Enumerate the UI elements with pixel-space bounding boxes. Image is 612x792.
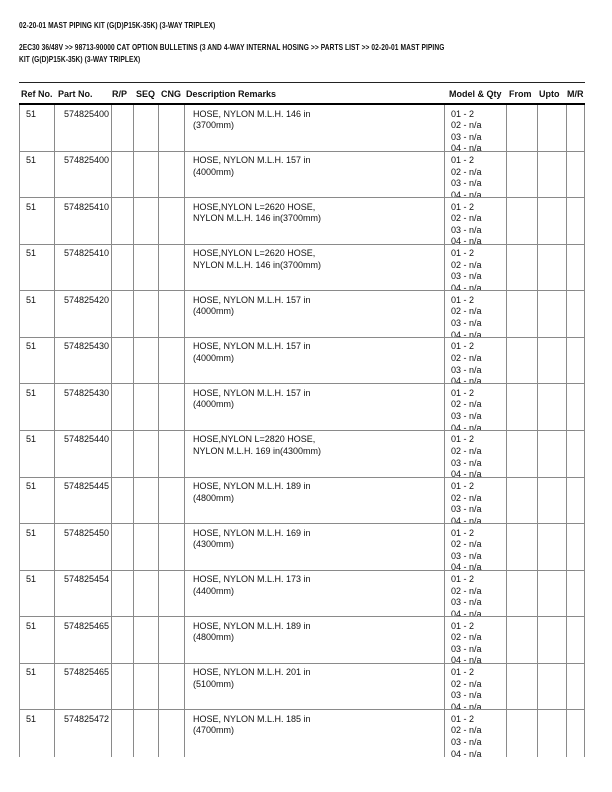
seq-cell — [134, 710, 159, 757]
rp-cell — [112, 198, 134, 244]
upto-cell — [538, 478, 567, 524]
description-cell: HOSE, NYLON M.L.H. 157 in (4000mm) — [185, 152, 445, 198]
upto-cell — [538, 198, 567, 244]
cng-cell — [159, 664, 185, 710]
part-no-cell: 574825440 — [55, 431, 112, 477]
upto-cell — [538, 245, 567, 291]
rp-cell — [112, 152, 134, 198]
table-row — [19, 431, 585, 478]
mr-cell — [567, 478, 585, 524]
col-header-upto: Upto — [539, 89, 560, 99]
rp-cell — [112, 478, 134, 524]
table-body — [19, 105, 585, 757]
model-qty-cell: 01 - 2 02 - n/a 03 - n/a 04 - n/a — [445, 245, 507, 291]
model-qty-cell: 01 - 2 02 - n/a 03 - n/a 04 - n/a — [445, 478, 507, 524]
model-qty-cell: 01 - 2 02 - n/a 03 - n/a 04 - n/a — [445, 524, 507, 570]
rp-cell — [112, 338, 134, 384]
ref-no-cell: 51 — [20, 478, 55, 524]
description-cell: HOSE, NYLON M.L.H. 185 in (4700mm) — [185, 710, 445, 757]
ref-no-cell: 51 — [20, 198, 55, 244]
part-no-cell: 574825400 — [55, 152, 112, 198]
from-cell — [507, 152, 538, 198]
upto-cell — [538, 664, 567, 710]
part-no-cell: 574825420 — [55, 291, 112, 337]
upto-cell — [538, 431, 567, 477]
upto-cell — [538, 710, 567, 757]
table-row — [19, 198, 585, 245]
part-no-cell: 574825400 — [55, 105, 112, 151]
description-cell: HOSE, NYLON M.L.H. 157 in (4000mm) — [185, 338, 445, 384]
description-cell: HOSE, NYLON M.L.H. 201 in (5100mm) — [185, 664, 445, 710]
seq-cell — [134, 291, 159, 337]
mr-cell — [567, 245, 585, 291]
upto-cell — [538, 105, 567, 151]
seq-cell — [134, 245, 159, 291]
part-no-cell: 574825465 — [55, 617, 112, 663]
cng-cell — [159, 617, 185, 663]
ref-no-cell: 51 — [20, 664, 55, 710]
ref-no-cell: 51 — [20, 710, 55, 757]
ref-no-cell: 51 — [20, 245, 55, 291]
ref-no-cell: 51 — [20, 291, 55, 337]
table-row — [19, 291, 585, 338]
model-qty-cell: 01 - 2 02 - n/a 03 - n/a 04 - n/a — [445, 291, 507, 337]
ref-no-cell: 51 — [20, 524, 55, 570]
mr-cell — [567, 384, 585, 430]
description-cell: HOSE, NYLON M.L.H. 146 in (3700mm) — [185, 105, 445, 151]
upto-cell — [538, 524, 567, 570]
seq-cell — [134, 431, 159, 477]
cng-cell — [159, 198, 185, 244]
parts-table — [19, 82, 585, 757]
cng-cell — [159, 710, 185, 757]
table-row — [19, 245, 585, 292]
from-cell — [507, 524, 538, 570]
mr-cell — [567, 291, 585, 337]
seq-cell — [134, 338, 159, 384]
col-header-description: Description Remarks — [186, 89, 277, 99]
breadcrumb-line-1: 2EC30 36/48V >> 98713-90000 CAT OPTION BULLETINS (3 AND 4-WAY INTERNAL HOSING >> PARTS LIST >> 02-20-01 MAST PIPING — [19, 42, 445, 52]
cng-cell — [159, 152, 185, 198]
description-cell: HOSE, NYLON M.L.H. 189 in (4800mm) — [185, 617, 445, 663]
seq-cell — [134, 664, 159, 710]
from-cell — [507, 431, 538, 477]
part-no-cell: 574825410 — [55, 198, 112, 244]
seq-cell — [134, 152, 159, 198]
table-header-row — [19, 82, 585, 105]
model-qty-cell: 01 - 2 02 - n/a 03 - n/a 04 - n/a — [445, 338, 507, 384]
from-cell — [507, 571, 538, 617]
table-row — [19, 664, 585, 711]
cng-cell — [159, 338, 185, 384]
table-row — [19, 478, 585, 525]
mr-cell — [567, 152, 585, 198]
rp-cell — [112, 617, 134, 663]
cng-cell — [159, 431, 185, 477]
cng-cell — [159, 524, 185, 570]
mr-cell — [567, 664, 585, 710]
rp-cell — [112, 664, 134, 710]
ref-no-cell: 51 — [20, 571, 55, 617]
table-row — [19, 152, 585, 199]
table-row — [19, 617, 585, 664]
col-header-seq: SEQ — [136, 89, 156, 99]
seq-cell — [134, 524, 159, 570]
from-cell — [507, 617, 538, 663]
description-cell: HOSE, NYLON M.L.H. 169 in (4300mm) — [185, 524, 445, 570]
col-header-part-no: Part No. — [58, 89, 93, 99]
rp-cell — [112, 245, 134, 291]
mr-cell — [567, 571, 585, 617]
part-no-cell: 574825410 — [55, 245, 112, 291]
from-cell — [507, 291, 538, 337]
model-qty-cell: 01 - 2 02 - n/a 03 - n/a 04 - n/a — [445, 105, 507, 151]
ref-no-cell: 51 — [20, 338, 55, 384]
rp-cell — [112, 431, 134, 477]
from-cell — [507, 245, 538, 291]
part-no-cell: 574825472 — [55, 710, 112, 757]
col-header-model-qty: Model & Qty — [449, 89, 502, 99]
cng-cell — [159, 384, 185, 430]
mr-cell — [567, 338, 585, 384]
upto-cell — [538, 291, 567, 337]
col-header-ref-no: Ref No. — [21, 89, 53, 99]
ref-no-cell: 51 — [20, 431, 55, 477]
rp-cell — [112, 524, 134, 570]
upto-cell — [538, 617, 567, 663]
page-title: 02-20-01 MAST PIPING KIT (G(D)P15K-35K) (3-WAY TRIPLEX) — [19, 20, 216, 30]
model-qty-cell: 01 - 2 02 - n/a 03 - n/a 04 - n/a — [445, 431, 507, 477]
mr-cell — [567, 710, 585, 757]
seq-cell — [134, 384, 159, 430]
mr-cell — [567, 524, 585, 570]
rp-cell — [112, 291, 134, 337]
ref-no-cell: 51 — [20, 384, 55, 430]
part-no-cell: 574825430 — [55, 338, 112, 384]
ref-no-cell: 51 — [20, 617, 55, 663]
description-cell: HOSE, NYLON M.L.H. 189 in (4800mm) — [185, 478, 445, 524]
table-row — [19, 384, 585, 431]
from-cell — [507, 198, 538, 244]
part-no-cell: 574825445 — [55, 478, 112, 524]
part-no-cell: 574825465 — [55, 664, 112, 710]
description-cell: HOSE, NYLON M.L.H. 157 in (4000mm) — [185, 291, 445, 337]
cng-cell — [159, 478, 185, 524]
model-qty-cell: 01 - 2 02 - n/a 03 - n/a 04 - n/a — [445, 198, 507, 244]
rp-cell — [112, 571, 134, 617]
col-header-cng: CNG — [161, 89, 181, 99]
upto-cell — [538, 152, 567, 198]
rp-cell — [112, 710, 134, 757]
description-cell: HOSE,NYLON L=2620 HOSE, NYLON M.L.H. 146 in(3700mm) — [185, 198, 445, 244]
model-qty-cell: 01 - 2 02 - n/a 03 - n/a 04 - n/a — [445, 152, 507, 198]
col-header-from: From — [509, 89, 532, 99]
upto-cell — [538, 384, 567, 430]
ref-no-cell: 51 — [20, 105, 55, 151]
description-cell: HOSE, NYLON M.L.H. 173 in (4400mm) — [185, 571, 445, 617]
table-row — [19, 524, 585, 571]
seq-cell — [134, 571, 159, 617]
rp-cell — [112, 105, 134, 151]
upto-cell — [538, 338, 567, 384]
cng-cell — [159, 291, 185, 337]
mr-cell — [567, 431, 585, 477]
upto-cell — [538, 571, 567, 617]
col-header-rp: R/P — [112, 89, 128, 99]
table-row — [19, 710, 585, 757]
seq-cell — [134, 105, 159, 151]
mr-cell — [567, 105, 585, 151]
model-qty-cell: 01 - 2 02 - n/a 03 - n/a 04 - n/a — [445, 664, 507, 710]
col-header-mr: M/R — [567, 89, 584, 99]
from-cell — [507, 384, 538, 430]
model-qty-cell: 01 - 2 02 - n/a 03 - n/a 04 - n/a — [445, 710, 507, 757]
table-row — [19, 571, 585, 618]
ref-no-cell: 51 — [20, 152, 55, 198]
seq-cell — [134, 617, 159, 663]
rp-cell — [112, 384, 134, 430]
part-no-cell: 574825430 — [55, 384, 112, 430]
cng-cell — [159, 245, 185, 291]
cng-cell — [159, 105, 185, 151]
cng-cell — [159, 571, 185, 617]
from-cell — [507, 338, 538, 384]
model-qty-cell: 01 - 2 02 - n/a 03 - n/a 04 - n/a — [445, 384, 507, 430]
from-cell — [507, 664, 538, 710]
model-qty-cell: 01 - 2 02 - n/a 03 - n/a 04 - n/a — [445, 617, 507, 663]
mr-cell — [567, 198, 585, 244]
description-cell: HOSE,NYLON L=2820 HOSE, NYLON M.L.H. 169 in(4300mm) — [185, 431, 445, 477]
model-qty-cell: 01 - 2 02 - n/a 03 - n/a 04 - n/a — [445, 571, 507, 617]
from-cell — [507, 478, 538, 524]
from-cell — [507, 710, 538, 757]
part-no-cell: 574825450 — [55, 524, 112, 570]
description-cell: HOSE, NYLON M.L.H. 157 in (4000mm) — [185, 384, 445, 430]
part-no-cell: 574825454 — [55, 571, 112, 617]
seq-cell — [134, 198, 159, 244]
breadcrumb-line-2: KIT (G(D)P15K-35K) (3-WAY TRIPLEX) — [19, 53, 141, 64]
description-cell: HOSE,NYLON L=2620 HOSE, NYLON M.L.H. 146 in(3700mm) — [185, 245, 445, 291]
breadcrumb — [19, 42, 444, 65]
table-row — [19, 338, 585, 385]
table-row — [19, 105, 585, 152]
from-cell — [507, 105, 538, 151]
mr-cell — [567, 617, 585, 663]
seq-cell — [134, 478, 159, 524]
